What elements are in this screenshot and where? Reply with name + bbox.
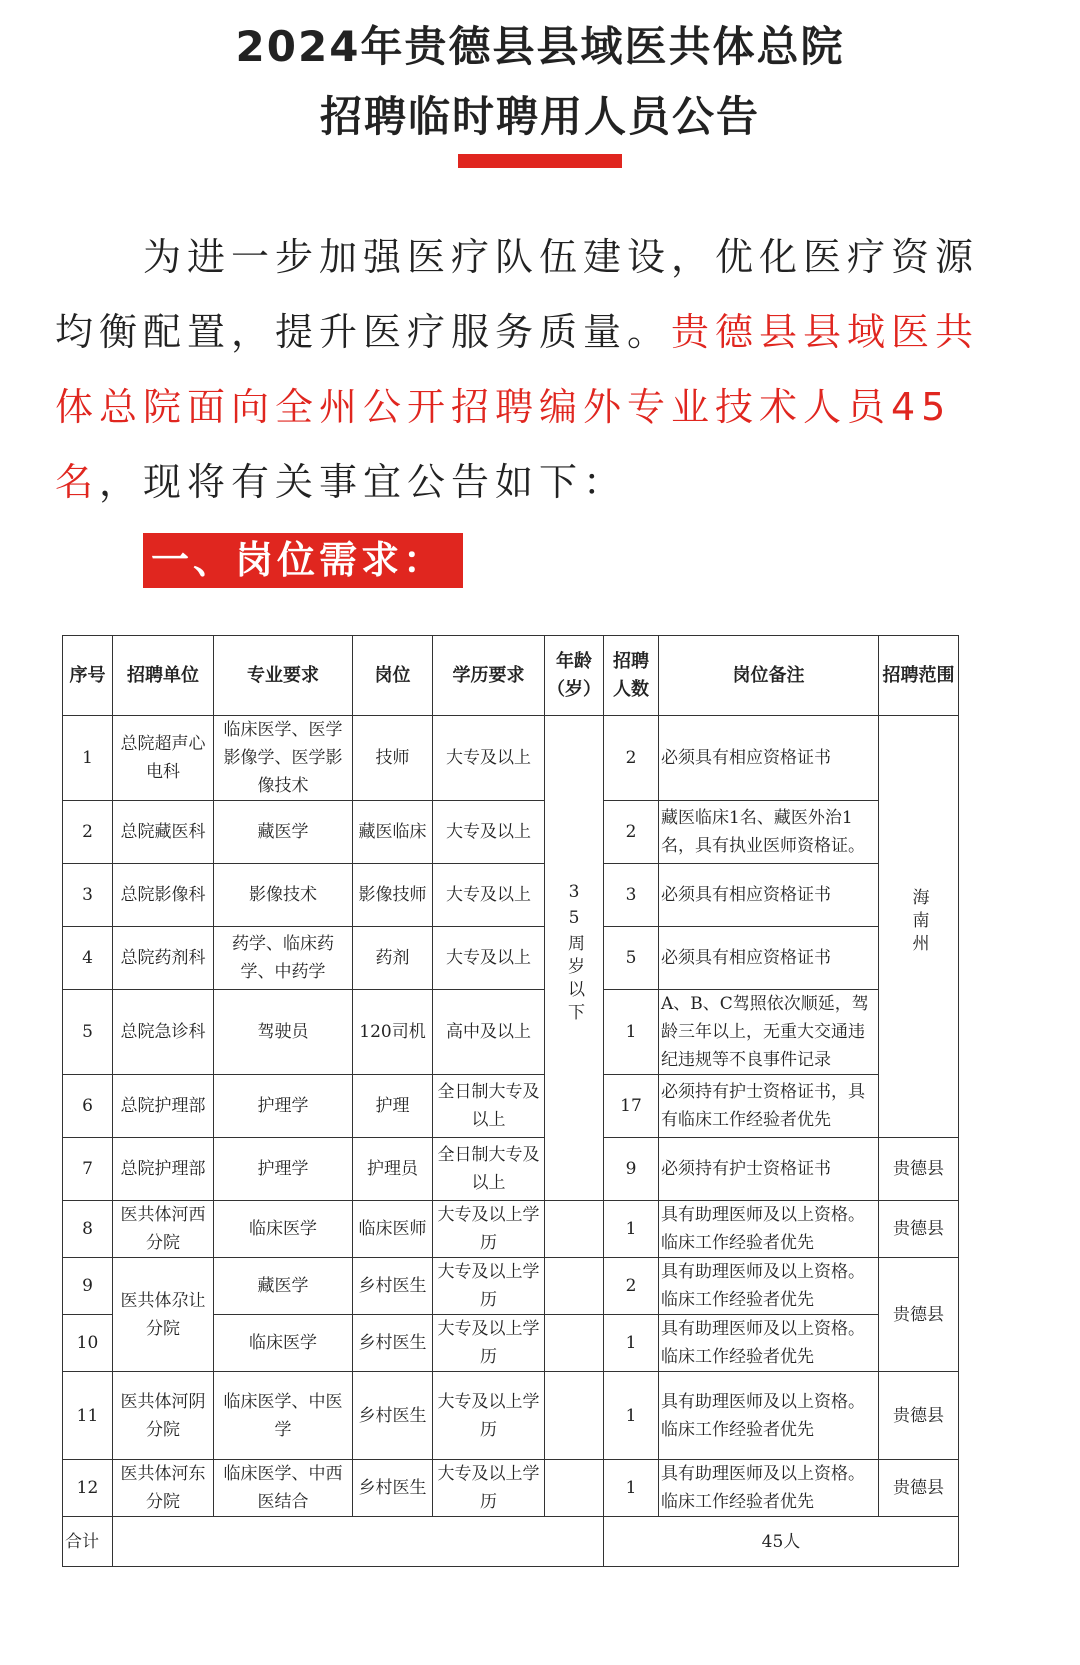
table-row — [63, 1372, 959, 1460]
row-post: 乡村医生 — [353, 1315, 433, 1372]
row-age — [545, 1372, 604, 1460]
intro-text-1: 为进一步加强医疗队伍建设，优化医疗资源均衡配置，提升医疗服务质量。 — [55, 235, 980, 354]
row-note: A、B、C驾照依次顺延，驾龄三年以上，无重大交通违纪违规等不良事件记录 — [659, 990, 879, 1075]
row-note: 必须具有相应资格证书 — [659, 864, 879, 927]
row-note: 必须具有相应资格证书 — [659, 716, 879, 801]
row-no: 3 — [63, 864, 113, 927]
row-edu: 全日制大专及以上 — [433, 1138, 545, 1201]
title-underline — [458, 154, 622, 168]
table-row — [63, 1201, 959, 1258]
row-scope: 贵德县 — [879, 1138, 959, 1201]
header-unit: 招聘单位 — [113, 636, 214, 716]
row-post: 藏医临床 — [353, 801, 433, 864]
row-edu: 大专及以上 — [433, 864, 545, 927]
intro-text-3: ，现将有关事宜公告如下： — [99, 460, 628, 504]
row-major: 药学、临床药学、中药学 — [214, 927, 353, 990]
row-unit: 总院超声心电科 — [113, 716, 214, 801]
row-no: 2 — [63, 801, 113, 864]
row-no: 10 — [63, 1315, 113, 1372]
row-note: 具有助理医师及以上资格。临床工作经验者优先 — [659, 1201, 879, 1258]
header-note: 岗位备注 — [659, 636, 879, 716]
header-count: 招聘人数 — [604, 636, 659, 716]
header-major: 专业要求 — [214, 636, 353, 716]
row-unit: 总院护理部 — [113, 1138, 214, 1201]
row-age — [545, 1315, 604, 1372]
row-edu: 大专及以上学历 — [433, 1258, 545, 1315]
section-heading: 一、岗位需求： — [143, 533, 463, 588]
row-count: 17 — [604, 1075, 659, 1138]
row-no: 1 — [63, 716, 113, 801]
jobs-table — [62, 635, 959, 1567]
row-edu: 大专及以上学历 — [433, 1201, 545, 1258]
row-age — [545, 1201, 604, 1258]
row-no: 4 — [63, 927, 113, 990]
row-count: 1 — [604, 1372, 659, 1460]
row-scope-hainan: 海南州 — [879, 716, 959, 1138]
total-blank — [113, 1517, 604, 1567]
table-row — [63, 1258, 959, 1315]
table-header-row — [63, 636, 959, 716]
intro-paragraph — [55, 220, 1015, 520]
row-count: 9 — [604, 1138, 659, 1201]
row-edu: 大专及以上 — [433, 801, 545, 864]
table-row — [63, 716, 959, 801]
row-note: 具有助理医师及以上资格。临床工作经验者优先 — [659, 1460, 879, 1517]
row-major: 藏医学 — [214, 1258, 353, 1315]
row-no: 5 — [63, 990, 113, 1075]
row-count: 2 — [604, 1258, 659, 1315]
row-no: 9 — [63, 1258, 113, 1315]
row-scope: 贵德县 — [879, 1258, 959, 1372]
row-major: 临床医学、中医学 — [214, 1372, 353, 1460]
row-post: 乡村医生 — [353, 1372, 433, 1460]
row-major: 藏医学 — [214, 801, 353, 864]
row-unit: 医共体河西分院 — [113, 1201, 214, 1258]
table-row — [63, 1075, 959, 1138]
row-note: 具有助理医师及以上资格。临床工作经验者优先 — [659, 1258, 879, 1315]
row-unit: 总院护理部 — [113, 1075, 214, 1138]
total-label: 合计 — [63, 1517, 113, 1567]
row-post: 技师 — [353, 716, 433, 801]
page-title-line2: 招聘临时聘用人员公告 — [319, 92, 760, 141]
row-unit: 总院影像科 — [113, 864, 214, 927]
row-no: 11 — [63, 1372, 113, 1460]
row-count: 1 — [604, 1201, 659, 1258]
row-no: 8 — [63, 1201, 113, 1258]
header-scope: 招聘范围 — [879, 636, 959, 716]
row-count: 1 — [604, 1460, 659, 1517]
row-post: 120司机 — [353, 990, 433, 1075]
row-edu: 全日制大专及以上 — [433, 1075, 545, 1138]
page-title-line1: 2024年贵德县县域医共体总院 — [235, 22, 845, 71]
row-count: 5 — [604, 927, 659, 990]
row-post: 护理 — [353, 1075, 433, 1138]
header-age: 年龄（岁） — [545, 636, 604, 716]
row-edu: 大专及以上 — [433, 927, 545, 990]
table-row — [63, 990, 959, 1075]
row-unit: 总院藏医科 — [113, 801, 214, 864]
row-post: 药剂 — [353, 927, 433, 990]
row-count: 2 — [604, 716, 659, 801]
row-major: 临床医学、中西医结合 — [214, 1460, 353, 1517]
table-row — [63, 801, 959, 864]
row-note: 必须具有相应资格证书 — [659, 927, 879, 990]
row-note: 藏医临床1名、藏医外治1名，具有执业医师资格证。 — [659, 801, 879, 864]
row-note: 具有助理医师及以上资格。临床工作经验者优先 — [659, 1315, 879, 1372]
row-unit: 总院药剂科 — [113, 927, 214, 990]
table-row — [63, 864, 959, 927]
row-no: 6 — [63, 1075, 113, 1138]
row-unit: 医共体尕让分院 — [113, 1258, 214, 1372]
row-note: 具有助理医师及以上资格。临床工作经验者优先 — [659, 1372, 879, 1460]
row-unit: 医共体河东分院 — [113, 1460, 214, 1517]
row-edu: 高中及以上 — [433, 990, 545, 1075]
row-age — [545, 1460, 604, 1517]
row-major: 影像技术 — [214, 864, 353, 927]
row-post: 临床医师 — [353, 1201, 433, 1258]
row-no: 7 — [63, 1138, 113, 1201]
row-unit: 医共体河阴分院 — [113, 1372, 214, 1460]
row-post: 影像技师 — [353, 864, 433, 927]
table-row — [63, 927, 959, 990]
row-edu: 大专及以上学历 — [433, 1372, 545, 1460]
row-scope: 贵德县 — [879, 1372, 959, 1460]
header-post: 岗位 — [353, 636, 433, 716]
row-scope: 贵德县 — [879, 1201, 959, 1258]
row-major: 护理学 — [214, 1075, 353, 1138]
row-no: 12 — [63, 1460, 113, 1517]
row-note: 必须持有护士资格证书 — [659, 1138, 879, 1201]
row-count: 1 — [604, 1315, 659, 1372]
row-edu: 大专及以上学历 — [433, 1460, 545, 1517]
row-edu: 大专及以上 — [433, 716, 545, 801]
row-post: 护理员 — [353, 1138, 433, 1201]
row-age — [545, 1258, 604, 1315]
row-count: 3 — [604, 864, 659, 927]
header-no: 序号 — [63, 636, 113, 716]
row-scope: 贵德县 — [879, 1460, 959, 1517]
row-post: 乡村医生 — [353, 1460, 433, 1517]
row-major: 驾驶员 — [214, 990, 353, 1075]
row-major: 护理学 — [214, 1138, 353, 1201]
row-major: 临床医学、医学影像学、医学影像技术 — [214, 716, 353, 801]
row-post: 乡村医生 — [353, 1258, 433, 1315]
intro-text-highlight: 贵德县县域医共体总院面向全州公开招聘编外专业技术人员45名 — [55, 310, 980, 504]
row-count: 2 — [604, 801, 659, 864]
row-unit: 总院急诊科 — [113, 990, 214, 1075]
row-note: 必须持有护士资格证书，具有临床工作经验者优先 — [659, 1075, 879, 1138]
table-total-row — [63, 1517, 959, 1567]
table-row — [63, 1460, 959, 1517]
row-count: 1 — [604, 990, 659, 1075]
row-major: 临床医学 — [214, 1201, 353, 1258]
header-edu: 学历要求 — [433, 636, 545, 716]
row-age-shared: 35周岁以下 — [545, 716, 604, 1201]
total-value: 45人 — [604, 1517, 959, 1567]
row-edu: 大专及以上学历 — [433, 1315, 545, 1372]
row-major: 临床医学 — [214, 1315, 353, 1372]
table-row — [63, 1138, 959, 1201]
